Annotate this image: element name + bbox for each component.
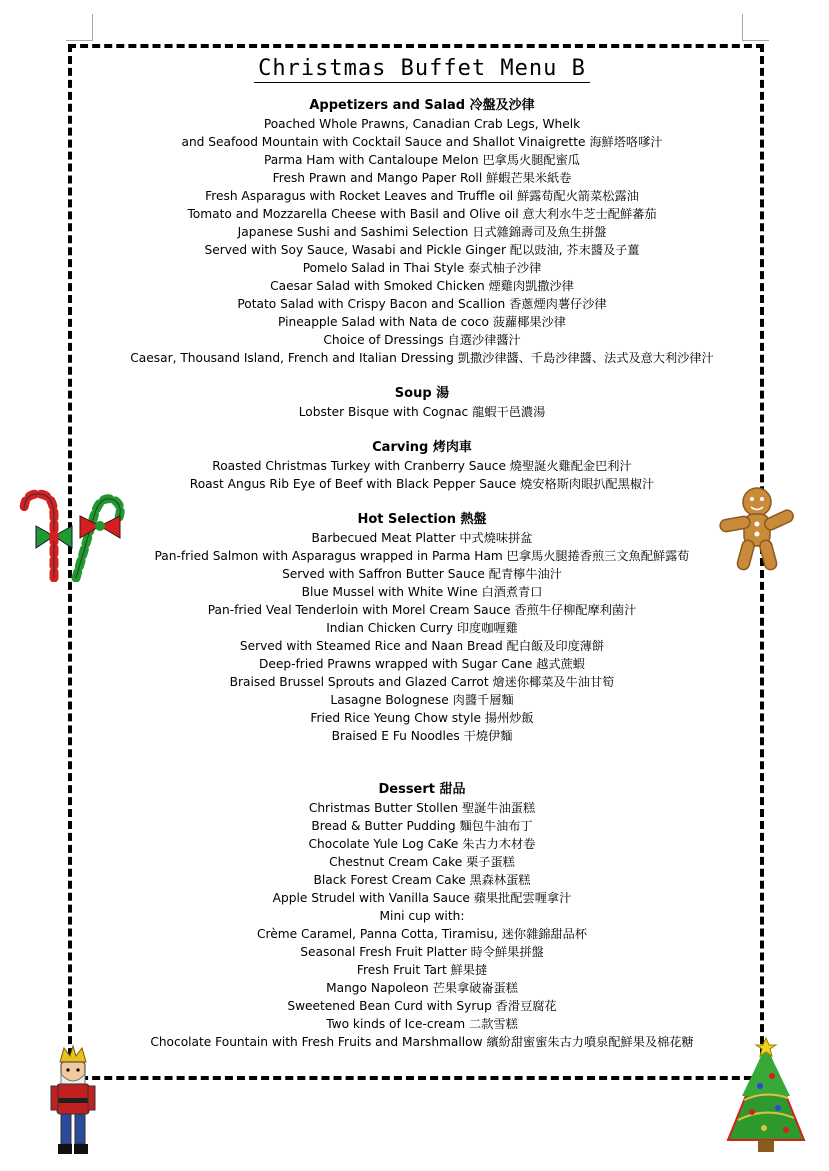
menu-item: Fresh Prawn and Mango Paper Roll 鮮蝦芒果米紙卷 (272, 171, 572, 185)
menu-item: Blue Mussel with White Wine 白酒煮青口 (301, 585, 543, 599)
menu-item: Pomelo Salad in Thai Style 泰式柚子沙律 (302, 261, 542, 275)
menu-item: Tomato and Mozzarella Cheese with Basil and Olive oil 意大利水牛芝士配鮮蕃茄 (187, 207, 657, 221)
menu-item: Mini cup with: (379, 909, 465, 923)
menu-item: Poached Whole Prawns, Canadian Crab Legs, Whelk (263, 117, 581, 131)
christmas-tree-icon (716, 1036, 816, 1158)
menu-item: Chocolate Fountain with Fresh Fruits and Marshmallow 繽紛甜蜜蜜朱古力噴泉配鮮果及棉花糖 (150, 1035, 694, 1049)
menu-item: Roasted Christmas Turkey with Cranberry Sauce 燒聖誕火雞配金巴利汁 (212, 459, 632, 473)
menu-item: Choice of Dressings 自選沙律醬汁 (323, 333, 521, 347)
menu-item: Potato Salad with Crispy Bacon and Scallion 香蔥煙肉薯仔沙律 (237, 297, 607, 311)
menu-section (72, 97, 772, 367)
menu-item: Black Forest Cream Cake 黑森林蛋糕 (313, 873, 531, 887)
section-heading: Appetizers and Salad 冷盤及沙律 (309, 98, 535, 113)
menu-item: Served with Steamed Rice and Naan Bread 配白飯及印度薄餅 (239, 639, 605, 653)
section-spacer (72, 421, 772, 439)
menu-item: Apple Strudel with Vanilla Sauce 蘋果批配雲喱拿汁 (272, 891, 572, 905)
section-heading: Dessert 甜品 (378, 782, 466, 797)
menu-content (72, 56, 772, 1051)
menu-item: Sweetened Bean Curd with Syrup 香滑豆腐花 (287, 999, 557, 1013)
menu-item: Japanese Sushi and Sashimi Selection 日式雜錦壽司及魚生拼盤 (237, 225, 607, 239)
section-spacer (72, 493, 772, 511)
menu-item: Caesar, Thousand Island, French and Italian Dressing 凱撒沙律醬、千島沙律醬、法式及意大利沙律汁 (130, 351, 714, 365)
menu-section (72, 385, 772, 421)
menu-item: Barbecued Meat Platter 中式燒味拼盆 (311, 531, 533, 545)
menu-item: Caesar Salad with Smoked Chicken 煙雞肉凱撒沙律 (270, 279, 574, 293)
menu-item: and Seafood Mountain with Cocktail Sauce and Shallot Vinaigrette 海鮮塔咯嗲汁 (181, 135, 663, 149)
candy-canes-icon (16, 486, 126, 582)
menu-item: Braised Brussel Sprouts and Glazed Carrot 燴迷你椰菜及牛油甘筍 (229, 675, 615, 689)
menu-section (72, 511, 772, 745)
menu-item: Indian Chicken Curry 印度咖喱雞 (326, 621, 518, 635)
section-heading: Soup 湯 (394, 386, 450, 401)
page-corner-marker (66, 14, 93, 41)
section-spacer (72, 745, 772, 763)
section-spacer (72, 763, 772, 781)
section-heading: Hot Selection 熱盤 (357, 512, 487, 527)
menu-item: Pan-fried Veal Tenderloin with Morel Cream Sauce 香煎牛仔柳配摩利菌汁 (207, 603, 637, 617)
menu-item: Served with Soy Sauce, Wasabi and Pickle Ginger 配以豉油, 芥末醬及子薑 (204, 243, 640, 257)
menu-item: Served with Saffron Butter Sauce 配青檸牛油汁 (282, 567, 562, 581)
menu-item: Deep-fried Prawns wrapped with Sugar Cane 越式蔗蝦 (259, 657, 585, 671)
menu-item: Bread & Butter Pudding 麵包牛油布丁 (311, 819, 533, 833)
nutcracker-icon (48, 1044, 98, 1158)
section-spacer (72, 367, 772, 385)
menu-section (72, 781, 772, 1051)
menu-item: Fresh Asparagus with Rocket Leaves and Truffle oil 鮮露荀配火箭菜松露油 (205, 189, 639, 203)
menu-item: Crème Caramel, Panna Cotta, Tiramisu, 迷你雜錦甜品杯 (256, 927, 588, 941)
menu-item: Mango Napoleon 芒果拿破崙蛋糕 (326, 981, 518, 995)
menu-item: Chestnut Cream Cake 栗子蛋糕 (329, 855, 515, 869)
menu-item: Chocolate Yule Log CaKe 朱古力木材卷 (308, 837, 536, 851)
menu-item: Christmas Butter Stollen 聖誕牛油蛋糕 (308, 801, 536, 815)
menu-item: Pan-fried Salmon with Asparagus wrapped in Parma Ham 巴拿馬火腿捲香煎三文魚配鮮露荀 (154, 549, 690, 563)
gingerbread-man-icon (716, 484, 798, 574)
page-corner-marker (742, 14, 769, 41)
menu-item: Braised E Fu Noodles 干燒伊麵 (331, 729, 513, 743)
menu-item: Lobster Bisque with Cognac 龍蝦干邑濃湯 (298, 405, 546, 419)
section-heading: Carving 烤肉車 (372, 440, 472, 455)
menu-sections (72, 97, 772, 1051)
menu-item: Fried Rice Yeung Chow style 揚州炒飯 (310, 711, 534, 725)
menu-item: Two kinds of Ice-cream 二款雪糕 (326, 1017, 518, 1031)
menu-item: Roast Angus Rib Eye of Beef with Black Pepper Sauce 燒安格斯肉眼扒配黑椒汁 (189, 477, 655, 491)
menu-item: Parma Ham with Cantaloupe Melon 巴拿馬火腿配蜜瓜 (264, 153, 580, 167)
menu-item: Fresh Fruit Tart 鮮果撻 (356, 963, 488, 977)
menu-item: Seasonal Fresh Fruit Platter 時令鮮果拼盤 (300, 945, 544, 959)
menu-title: Christmas Buffet Menu B (254, 56, 590, 83)
menu-section (72, 439, 772, 493)
menu-item: Pineapple Salad with Nata de coco 菠蘿椰果沙律 (278, 315, 566, 329)
menu-item: Lasagne Bolognese 肉醬千層麵 (330, 693, 514, 707)
